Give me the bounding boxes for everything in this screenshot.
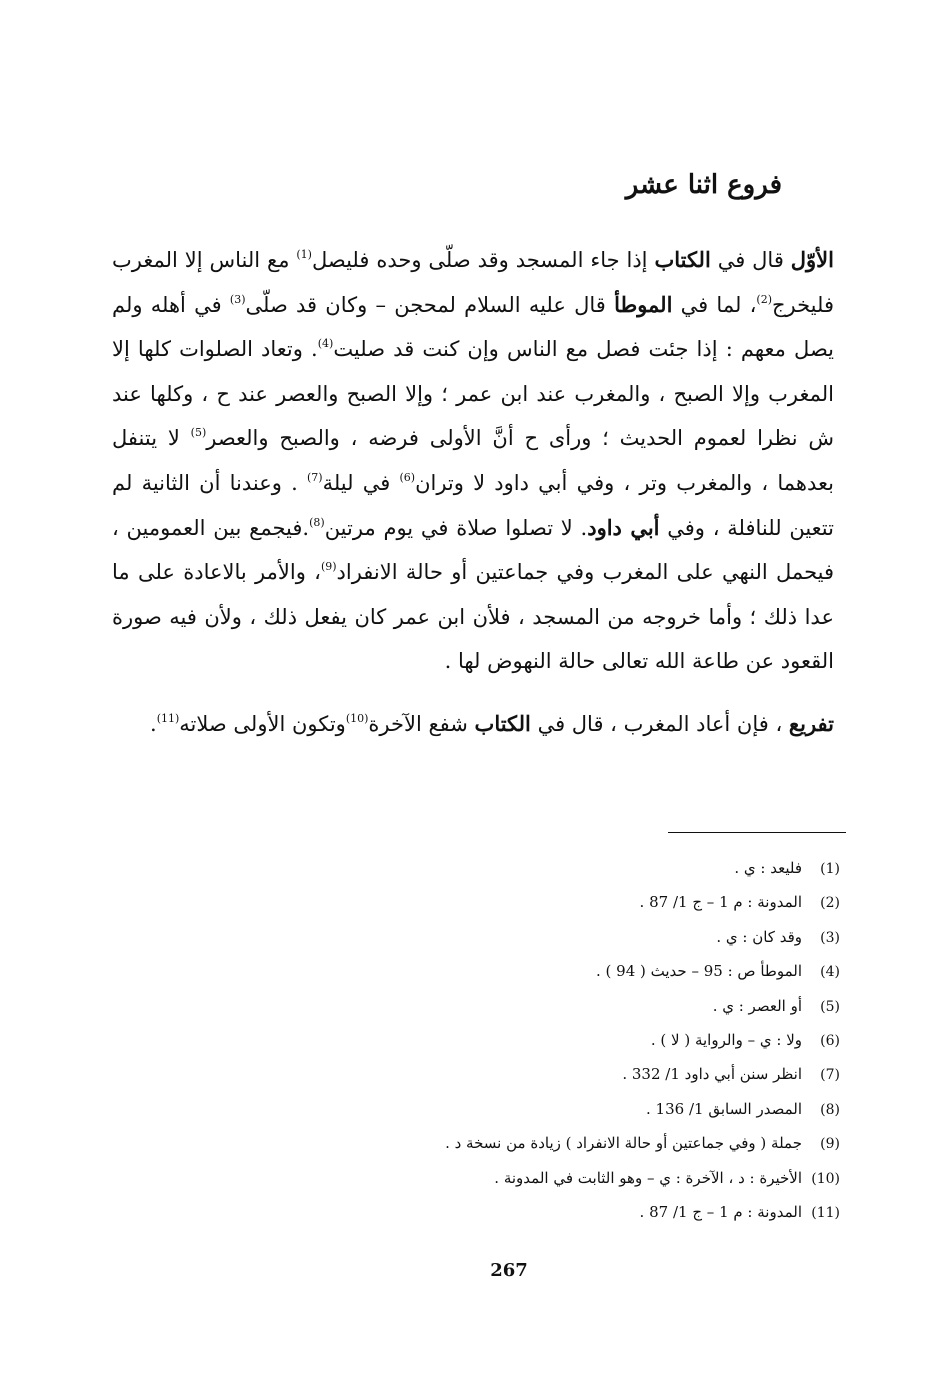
footnote-text: أو العصر : ي . [712,996,802,1015]
bold-term: الكتاب [474,710,531,736]
footnote-separator [668,832,846,833]
footnote-text: وقد كان : ي . [716,927,802,946]
footnote-item [280,955,840,989]
bold-term: الموطأ [614,291,673,317]
bold-term: أبي داود [587,514,660,540]
text-run: قال في [710,248,791,272]
footnote-text: الموطأ ص : 95 – حديث ( 94 ) . [596,962,802,981]
text-run: .فيجمع بين العمومين ، فيحمل النهي على المغرب وفي جماعتين أو حالة الانفراد [112,515,835,585]
text-run: إذا جاء المسجد وقد صلّى وحده فليصل [311,248,655,272]
footnote-marker: (3) [229,292,246,306]
footnote-item [280,990,840,1024]
footnote-number: (8) [820,1101,840,1118]
text-run: وتكون الأولى صلاته [179,711,346,736]
footnote-text: جملة ( وفي جماعتين أو حالة الانفراد ) زيادة من نسخة د . [445,1134,802,1153]
text-run: شفع الآخرة [368,711,475,736]
footnote-number: (1) [820,861,840,877]
footnote-marker: (11) [156,711,180,725]
text-run: مع الناس إلا المغرب فليخرج [112,248,835,317]
text-run: . لا تصلوا صلاة في يوم مرتين [324,515,588,540]
footnote-number: (2) [820,895,840,912]
footnote-item [280,886,840,920]
footnote-number: (10) [811,1170,840,1187]
footnote-item [280,1196,840,1230]
footnote-item [280,1162,840,1196]
text-run: ، لما في [672,292,757,317]
footnote-marker: (8) [309,515,325,529]
text-run: في أهله ولم يصل معهم : إذا جئت فصل مع الناس وإن كنت قد صليت [112,292,834,362]
footnote-marker: (7) [307,470,323,484]
text-run: . وتعاد الصلوات كلها إلا المغرب وإلا الصبح ، والمغرب عند ابن عمر ؛ وإلا الصبح والعصر عند ح ، وكلها عند ش نظرا لعموم الحديث ؛ ورأى ح أنَّ الأولى فرضه ، والصبح والعصر [112,337,834,451]
text-run: في ليلة [322,470,400,495]
footnote-number: (4) [820,964,840,981]
footnotes [280,852,840,1230]
text-run: لا يتنفل بعدهما ، والمغرب وتر ، وفي أبي داود لا وتران [112,426,835,495]
footnote-number: (9) [820,1136,840,1153]
text-run: قال عليه السلام لمحجن – وكان قد صلّى [245,292,615,317]
footnote-marker: (9) [320,560,337,574]
footnote-marker: (2) [756,292,772,306]
text-run: . وعندنا أن الثانية لم تتعين للنافلة ، وفي [112,470,834,540]
footnote-item [280,852,840,886]
paragraph-tafri [112,702,834,747]
footnote-marker: (6) [399,470,416,484]
footnote-number: (3) [820,929,840,946]
footnote-marker: (5) [190,426,207,440]
footnote-number: (11) [811,1205,840,1222]
footnote-text: المدونة : م 1 – ج 1/ 87 . [639,893,802,912]
footnote-item [280,1093,840,1127]
footnote-text: ولا : ي – والرواية ( لا ) . [650,1031,802,1050]
footnote-item [280,1127,840,1161]
bold-term: الأوّل [790,247,834,272]
footnote-item [280,1058,840,1092]
footnote-marker: (1) [296,248,312,261]
footnote-number: (6) [820,1033,840,1050]
footnote-item [280,1024,840,1058]
text-run: ، والأمر بالاعادة على ما عدا ذلك ؛ وأما خروجه من المسجد ، فلأن ابن عمر كان يفعل ذلك ، ولأن فيه صورة القعود عن طاعة الله تعالى حالة النهوض لها . [112,560,834,674]
footnote-text: المدونة : م 1 – ج 1/ 87 . [639,1203,802,1222]
footnote-item [280,921,840,955]
footnote-number: (7) [820,1067,840,1084]
footnote-text: المصدر السابق 1/ 136 . [645,1099,802,1118]
footnote-number: (5) [820,998,840,1015]
main-text [112,238,834,747]
page-number: 267 [490,1260,528,1281]
footnote-text: الأخيرة : د ، الآخرة : ي – وهو الثابت في المدونة . [494,1168,802,1187]
footnote-marker: (4) [317,337,334,351]
paragraph-first [112,238,834,684]
footnote-text: فليعد : ي . [734,859,802,877]
text-run: ، فإن أعاد المغرب ، قال في [530,711,789,736]
text-run: . [150,711,157,736]
bold-term: تفريع [788,710,834,736]
bold-term: الكتاب [654,247,711,272]
footnote-marker: (10) [345,711,369,725]
section-heading: فروع اثنا عشر [625,170,782,200]
footnote-text: انظر سنن أبي داود 1/ 332 . [622,1065,802,1084]
